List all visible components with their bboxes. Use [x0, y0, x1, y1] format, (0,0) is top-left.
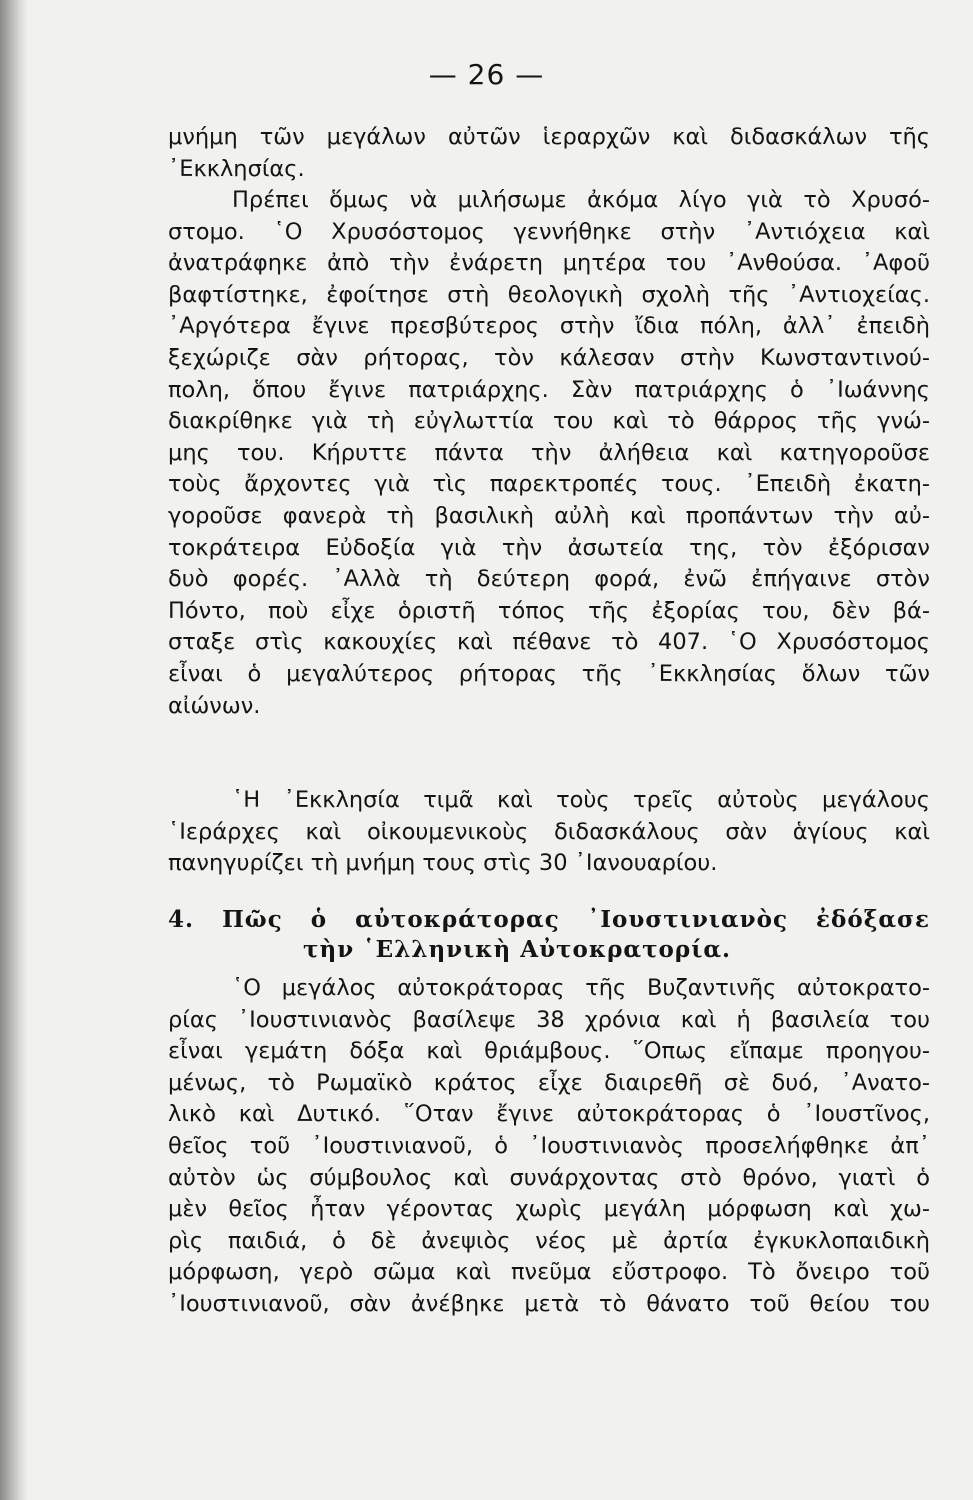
text-line: γοροῦσε φανερὰ τὴ βασιλικὴ αὐλὴ καὶ προπάντων τὴν αὐ-	[168, 502, 930, 529]
text-line: ξεχώριζε σὰν ρήτορας, τὸν κάλεσαν στὴν Κωνσταντινού-	[168, 344, 930, 371]
text-line: ᾿Εκκλησίας.	[168, 155, 305, 182]
text-line: μόρφωση, γερὸ σῶμα καὶ πνεῦμα εὔστροφο. Τὸ ὄνειρο τοῦ	[168, 1259, 930, 1286]
text-line: μης του. Κήρυττε πάντα τὴν ἀλήθεια καὶ κατηγοροῦσε	[168, 439, 930, 466]
text-line: μνήμη τῶν μεγάλων αὐτῶν ἱεραρχῶν καὶ διδασκάλων τῆς	[168, 124, 930, 150]
text-line: ῾Η ᾿Εκκλησία τιμᾶ καὶ τοὺς τρεῖς αὐτοὺς μεγάλους	[232, 787, 930, 813]
text-line: λικὸ καὶ Δυτικό. ῞Οταν ἔγινε αὐτοκράτορας ὁ ᾿Ιουστῖνος,	[168, 1101, 930, 1128]
text-line: βαφτίστηκε, ἐφοίτησε στὴ θεολογικὴ σχολὴ τῆς ᾿Αντιοχείας.	[168, 281, 930, 308]
text-line: πανηγυρίζει τὴ μνήμη τους στὶς 30 ᾿Ιανουαρίου.	[168, 850, 718, 877]
paragraph-3	[168, 785, 930, 880]
paragraph-2	[168, 185, 930, 722]
paragraph-1	[168, 122, 930, 185]
text-line: μὲν θεῖος ἦταν γέροντας χωρὶς μεγάλη μόρφωση καὶ χω-	[168, 1196, 930, 1223]
text-line: Πόντο, ποὺ εἶχε ὁριστῆ τόπος τῆς ἐξορίας του, δὲν βά-	[168, 597, 930, 624]
text-line: Πρέπει ὅμως νὰ μιλήσωμε ἀκόμα λίγο γιὰ τὸ Χρυσό-	[232, 187, 930, 213]
paragraph-4	[168, 973, 930, 1321]
page-edge-shadow	[0, 0, 28, 1500]
text-line: ἀνατράφηκε ἀπὸ τὴν ἐνάρετη μητέρα του ᾿Ανθούσα. ᾿Αφοῦ	[168, 250, 930, 277]
text-line: εἶναι γεμάτη δόξα καὶ θριάμβους. ῞Οπως εἴπαμε προηγου-	[168, 1038, 930, 1065]
text-line: αὐτὸν ὡς σύμβουλος καὶ συνάρχοντας στὸ θρόνο, γιατὶ ὁ	[168, 1164, 930, 1191]
text-line: ῾Ιεράρχες καὶ οἰκουμενικοὺς διδασκάλους σὰν ἁγίους καὶ	[168, 818, 930, 845]
text-line: σταξε στὶς κακουχίες καὶ πέθανε τὸ 407. ῾Ο Χρυσόστομος	[168, 629, 930, 656]
text-line: διακρίθηκε γιὰ τὴ εὐγλωττία του καὶ τὸ θάρρος τῆς γνώ-	[168, 408, 930, 435]
heading-line: 4. Πῶς ὁ αὐτοκράτορας ᾿Ιουστινιανὸς ἐδόξασε	[168, 906, 930, 933]
text-line: ᾿Αργότερα ἔγινε πρεσβύτερος στὴν ἴδια πόλη, ἀλλ᾿ ἐπειδὴ	[168, 313, 930, 340]
page-number: — 26 —	[428, 58, 545, 91]
text-line: τοὺς ἄρχοντες γιὰ τὶς παρεκτροπές τους. ᾿Επειδὴ ἐκατη-	[168, 471, 930, 498]
text-line: δυὸ φορές. ᾿Αλλὰ τὴ δεύτερη φορά, ἐνῶ ἐπήγαινε στὸν	[168, 566, 930, 593]
text-line: εἶναι ὁ μεγαλύτερος ρήτορας τῆς ᾿Εκκλησίας ὅλων τῶν	[168, 660, 930, 687]
text-line: πολη, ὅπου ἔγινε πατριάρχης. Σὰν πατριάρχης ὁ ᾿Ιωάννης	[168, 376, 930, 403]
text-line: θεῖος τοῦ ᾿Ιουστινιανοῦ, ὁ ᾿Ιουστινιανὸς προσελήφθηκε ἀπ᾿	[168, 1132, 930, 1159]
text-line: ῾Ο μεγάλος αὐτοκράτορας τῆς Βυζαντινῆς αὐτοκρατο-	[232, 975, 930, 1001]
text-line: ᾿Ιουστινιανοῦ, σὰν ἀνέβηκε μετὰ τὸ θάνατο τοῦ θείου του	[168, 1290, 930, 1317]
heading-line: τὴν ῾Ελληνικὴ Αὐτοκρατορία.	[303, 936, 732, 963]
text-line: στομο. ῾Ο Χρυσόστομος γεννήθηκε στὴν ᾿Αντιόχεια καὶ	[168, 218, 930, 245]
text-line: μένως, τὸ Ρωμαϊκὸ κράτος εἶχε διαιρεθῆ σὲ δυό, ᾿Ανατο-	[168, 1069, 930, 1096]
section-heading	[168, 905, 930, 965]
text-line: ρίας ᾿Ιουστινιανὸς βασίλεψε 38 χρόνια καὶ ἡ βασιλεία του	[168, 1006, 930, 1033]
text-line: ρὶς παιδιά, ὁ δὲ ἀνεψιὸς νέος μὲ ἀρτία ἐγκυκλοπαιδικὴ	[168, 1227, 930, 1254]
text-line: τοκράτειρα Εὐδοξία γιὰ τὴν ἀσωτεία της, τὸν ἐξόρισαν	[168, 534, 930, 561]
text-line: αἰώνων.	[168, 692, 261, 719]
